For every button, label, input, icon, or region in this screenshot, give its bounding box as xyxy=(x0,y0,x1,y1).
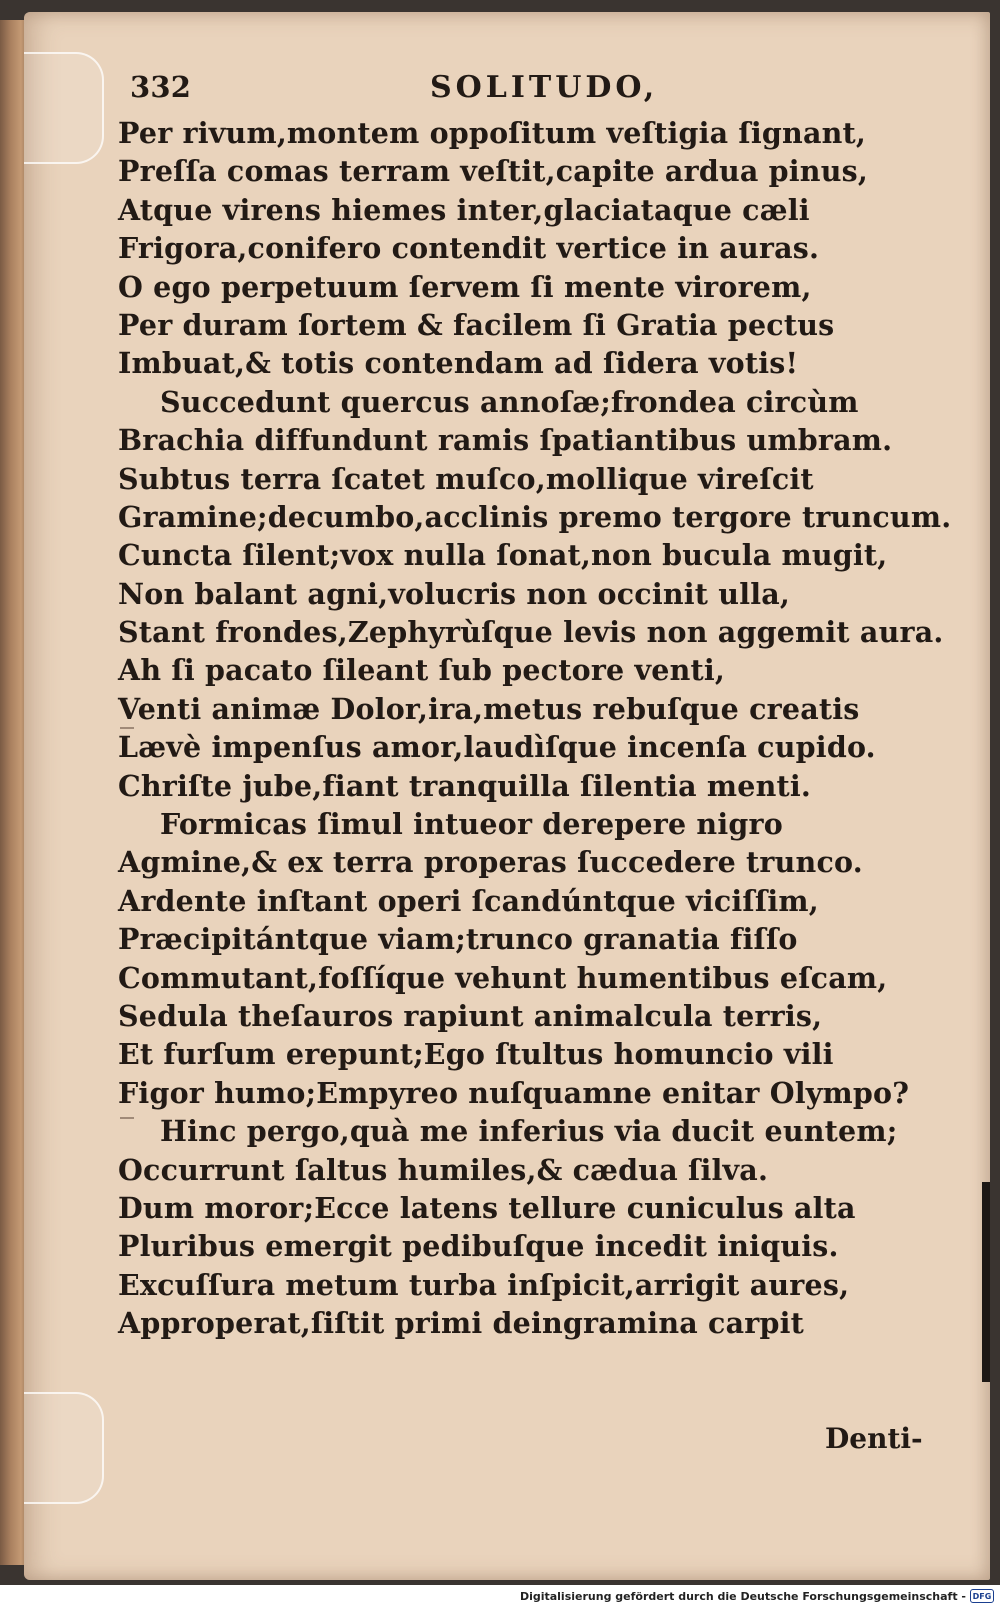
text-line: Frigora,conifero contendit vertice in auras. xyxy=(118,231,820,266)
text-line: Preſſa comas terram veſtit,capite ardua pinus, xyxy=(118,154,869,189)
text-line: Chriſte jube,fiant tranquilla ſilentia menti. xyxy=(118,768,812,803)
text-line: Stant frondes,Zephyrùſque levis non aggemit aura. xyxy=(118,615,944,650)
text-line: Venti animæ Dolor,ira,metus rebuſque creatis xyxy=(118,691,860,726)
poem-lines xyxy=(118,114,952,1343)
text-line: Brachia diffundunt ramis ſpatiantibus umbram. xyxy=(118,423,893,458)
clip-icon xyxy=(24,1392,104,1504)
text-line: Subtus terra ſcatet muſco,mollique vireſcit xyxy=(118,461,814,496)
text-line: Pluribus emergit pedibuſque incedit iniquis. xyxy=(118,1229,839,1264)
text-line: Gramine;decumbo,acclinis premo tergore truncum. xyxy=(118,499,952,534)
text-line: Occurrunt ſaltus humiles,& cædua ſilva. xyxy=(118,1152,769,1187)
page-edge-shadow xyxy=(982,1182,990,1382)
text-block xyxy=(118,70,952,1343)
clip-icon xyxy=(24,52,104,164)
footer-credit: Digitalisierung gefördert durch die Deutsche Forschungsgemeinschaft - xyxy=(519,1590,966,1603)
text-line: O ego perpetuum ſervem ſi mente virorem, xyxy=(118,269,812,304)
text-line: Succedunt quercus annoſæ;frondea circùm xyxy=(160,384,859,419)
text-line: Et furſum erepunt;Ego ſtultus homuncio vili xyxy=(118,1037,834,1072)
running-head: SOLITUDO, xyxy=(430,70,659,105)
page-header xyxy=(118,70,918,114)
footer-bar xyxy=(0,1585,1000,1609)
text-line: Imbuat,& totis contendam ad ſidera votis! xyxy=(118,346,799,381)
text-line: Non balant agni,volucris non occinit ulla, xyxy=(118,576,791,611)
text-line: Formicas ſimul intueor derepere nigro xyxy=(160,807,783,842)
text-line: Ardente inſtant operi ſcandúntque viciſſim, xyxy=(118,883,819,918)
text-line: Atque virens hiemes inter,glaciataque cæli xyxy=(118,192,810,227)
page-number: 332 xyxy=(130,70,192,104)
text-line: Hinc pergo,quà me inferius via ducit euntem; xyxy=(160,1114,898,1149)
text-line: Præcipitántque viam;trunco granatia fiſſo xyxy=(118,922,798,957)
text-line: Approperat,ſiſtit primi deingramina carpit xyxy=(118,1306,804,1341)
text-line: Agmine,& ex terra properas ſuccedere trunco. xyxy=(118,845,863,880)
text-line: Cuncta ſilent;vox nulla ſonat,non bucula mugit, xyxy=(118,538,888,573)
text-line: Figor humo;Empyreo nuſquamne enitar Olympo? xyxy=(118,1075,910,1110)
text-line: Per duram ſortem & facilem ſi Gratia pectus xyxy=(118,307,835,342)
text-line: Dum moror;Ecce latens tellure cuniculus alta xyxy=(118,1190,856,1225)
text-line: Per rivum,montem oppoſitum veſtigia ſignant, xyxy=(118,116,867,150)
text-line: Sedula theſauros rapiunt animalcula terris, xyxy=(118,998,823,1033)
catchword: Denti- xyxy=(825,1422,923,1455)
text-line: Commutant,foſſíque vehunt humentibus eſcam, xyxy=(118,960,888,995)
text-line: Excuſſura metum turba inſpicit,arrigit aures, xyxy=(118,1267,850,1302)
dfg-logo-icon: DFG xyxy=(970,1589,994,1603)
text-line: Lævè impenſus amor,laudìſque incenſa cupido. xyxy=(118,730,876,765)
text-line: Ah ſi pacato ſileant ſub pectore venti, xyxy=(118,653,726,688)
